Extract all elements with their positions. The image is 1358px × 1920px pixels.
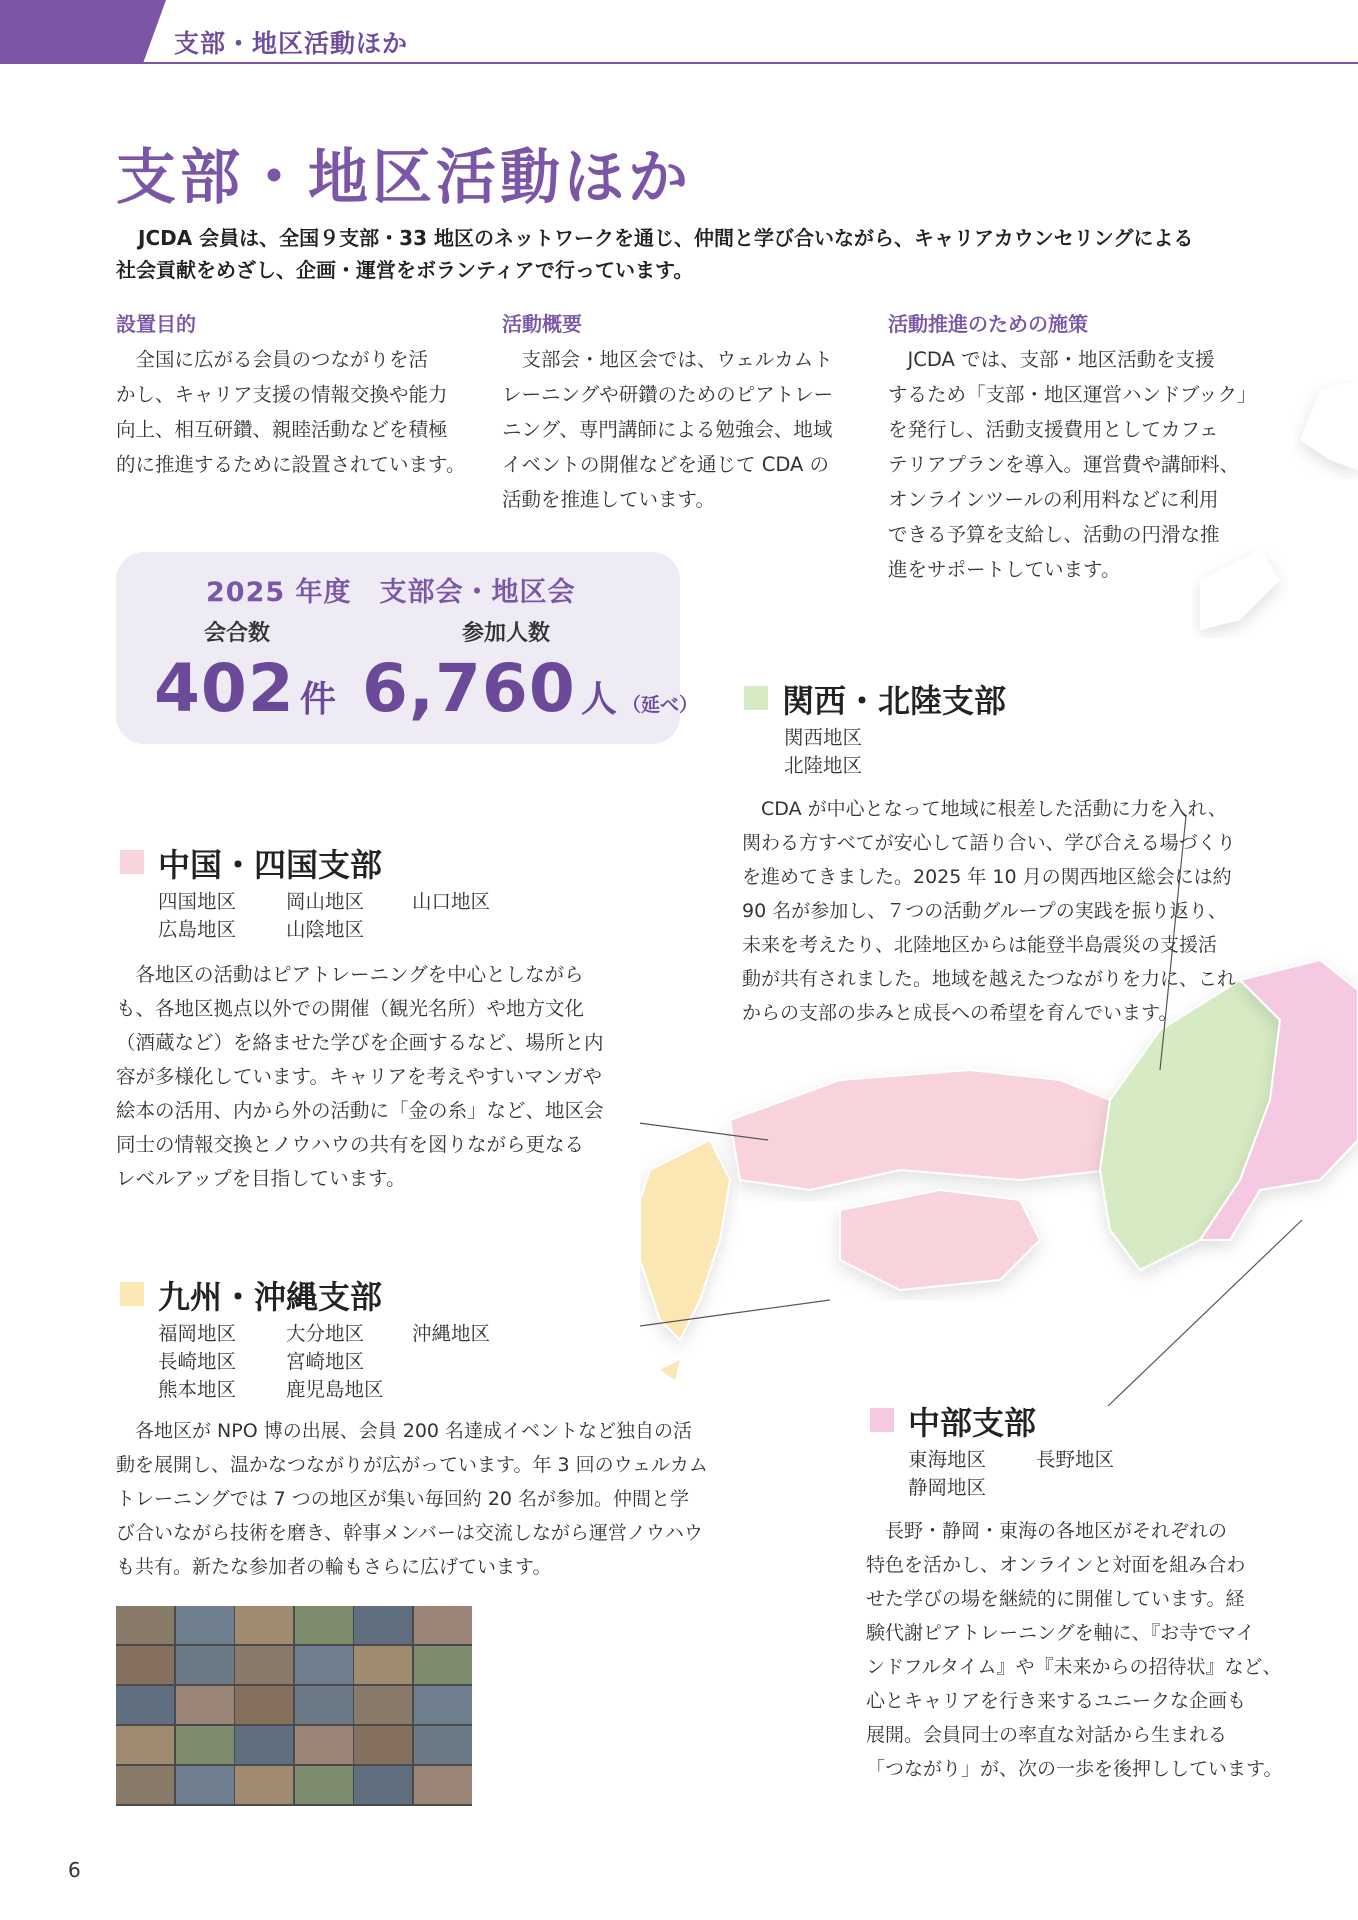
photo-tile — [235, 1606, 293, 1644]
district-kumamoto: 熊本地区 — [158, 1378, 237, 1401]
branch-color-chugoku — [120, 850, 144, 874]
photo-tile — [116, 1686, 174, 1724]
district-nagano: 長野地区 — [1036, 1448, 1115, 1471]
branch-body-chubu: 長野・静岡・東海の各地区がそれぞれの 特色を活かし、オンラインと対面を組み合わ せた学びの場を継続的に開催しています。経 験代謝ピアトレーニングを軸に、『お寺でマイ ンドフルタイム』や『未来からの招待状』など、 心とキャリアを行き来するユニークな企画も 展開。会員同士の率直な対話から生まれる 「つながり」が、次の一歩を後押ししています。 — [866, 1520, 1283, 1780]
district-nagasaki: 長崎地区 — [158, 1350, 237, 1373]
district-shikoku: 四国地区 — [158, 890, 237, 913]
branch-title-chubu: 中部支部 — [908, 1404, 1037, 1442]
intro-line-1: JCDA 会員は、全国９支部・33 地区のネットワークを通じ、仲間と学び合いながら、キャリアカウンセリングによる — [138, 226, 1194, 250]
photo-tile — [176, 1646, 234, 1684]
branch-body-kyushu: 各地区が NPO 博の出展、会員 200 名達成イベントなど独自の活 動を展開し、温かなつながりが広がっています。年 3 回のウェルカム トレーニングでは 7 つの地区が集い毎回約 20 名が参加。仲間と学 び合いながら技術を磨き、幹事メンバーは交流しながら運営ノウハウ も共有。新たな参加者の輪もさらに広げています。 — [116, 1420, 708, 1578]
photo-tile — [295, 1646, 353, 1684]
district-hiroshima: 広島地区 — [158, 918, 237, 941]
stats-meetings-label: 会合数 — [204, 621, 271, 646]
photo-tile — [354, 1686, 412, 1724]
column-body-purpose: 全国に広がる会員のつながりを活 かし、キャリア支援の情報交換や能力 向上、相互研鑽、親睦活動などを積極 的に推進するために設置されています。 — [116, 348, 466, 476]
header-section-label: 支部・地区活動ほか — [174, 29, 409, 58]
district-fukuoka: 福岡地区 — [158, 1322, 237, 1345]
photo-tile — [295, 1766, 353, 1804]
photo-tile — [235, 1646, 293, 1684]
photo-tile — [295, 1726, 353, 1764]
stats-participants — [362, 650, 698, 727]
branch-color-kansai — [744, 686, 768, 710]
column-heading-purpose: 設置目的 — [116, 312, 196, 336]
stats-participants-unit: 人 — [580, 679, 617, 720]
branch-title-kyushu: 九州・沖縄支部 — [158, 1278, 383, 1316]
intro-line-2: 社会貢献をめざし、企画・運営をボランティアで行っています。 — [116, 258, 694, 282]
district-okayama: 岡山地区 — [286, 890, 365, 913]
photo-tile — [176, 1766, 234, 1804]
photo-tile — [295, 1686, 353, 1724]
photo-tile — [116, 1766, 174, 1804]
photo-tile — [235, 1726, 293, 1764]
page-number: 6 — [68, 1858, 81, 1882]
column-body-overview: 支部会・地区会では、ウェルカムト レーニングや研鑽のためのピアトレー ニング、専門講師による勉強会、地域 イベントの開催などを通じて CDA の 活動を推進しています。 — [502, 348, 834, 511]
stats-participants-value: 6,760 — [362, 650, 576, 727]
header-tab — [0, 0, 166, 64]
page-title: 支部・地区活動ほか — [116, 143, 692, 213]
photo-tile — [354, 1766, 412, 1804]
photo-tile — [176, 1606, 234, 1644]
map-region-shikoku — [840, 1190, 1040, 1290]
photo-tile — [116, 1726, 174, 1764]
column-heading-measures: 活動推進のための施策 — [888, 312, 1088, 336]
map-region-north — [1300, 380, 1358, 470]
district-tokai: 東海地区 — [908, 1448, 987, 1471]
branch-title-kansai: 関西・北陸支部 — [782, 682, 1007, 720]
photo-tile — [295, 1606, 353, 1644]
district-yamaguchi: 山口地区 — [412, 890, 491, 913]
photo-tile — [176, 1726, 234, 1764]
photo-tile — [414, 1766, 472, 1804]
stats-heading: 2025 年度 支部会・地区会 — [206, 577, 576, 608]
district-shizuoka: 静岡地区 — [908, 1476, 987, 1499]
photo-tile — [414, 1646, 472, 1684]
photo-tile — [235, 1686, 293, 1724]
district-miyazaki: 宮崎地区 — [286, 1350, 365, 1373]
branch-color-kyushu — [120, 1282, 144, 1306]
photo-tile — [414, 1606, 472, 1644]
branch-body-chugoku: 各地区の活動はピアトレーニングを中心としながら も、各地区拠点以外での開催（観光名所）や地方文化 （酒蔵など）を絡ませた学びを企画するなど、場所と内 容が多様化しています。キャリアを考えやすいマンガや 絵本の活用、内から外の活動に「金の糸」など、地区会 同士の情報交換とノウハウの共有を図りながら更なる レベルアップを目指しています。 — [116, 963, 604, 1190]
photo-tile — [414, 1686, 472, 1724]
stats-participants-note: （延べ） — [621, 694, 698, 716]
branch-color-chubu — [870, 1408, 894, 1432]
header-rule — [140, 62, 1358, 64]
photo-tile — [354, 1726, 412, 1764]
district-kagoshima: 鹿児島地区 — [286, 1378, 384, 1401]
district-okinawa: 沖縄地区 — [412, 1322, 491, 1345]
photo-tile — [235, 1766, 293, 1804]
district-sanin: 山陰地区 — [286, 918, 365, 941]
stats-meetings-unit: 件 — [299, 679, 336, 720]
branch-body-kansai: CDA が中心となって地域に根差した活動に力を入れ、 関わる方すべてが安心して語り合い、学び合える場づくり を進めてきました。2025 年 10 月の関西地区総会には約 90 名が参加し、７つの活動グループの実践を振り返り、 未来を考えたり、北陸地区からは能登半島震災の支援活 動が共有されました。地域を越えたつながりを力に、これ からの支部の歩みと成長への希望を育んでいます。 — [742, 798, 1237, 1024]
photo-tile — [116, 1646, 174, 1684]
map-region-okinawa — [660, 1360, 680, 1380]
stats-meetings-value: 402 — [154, 650, 295, 727]
photo-tile — [354, 1606, 412, 1644]
map-region-kyushu — [640, 1140, 730, 1340]
stats-meetings — [154, 650, 336, 727]
stats-participants-label: 参加人数 — [462, 621, 551, 646]
photo-tile — [176, 1686, 234, 1724]
district-oita: 大分地区 — [286, 1322, 365, 1345]
photo-tile — [116, 1606, 174, 1644]
photo-tile — [354, 1646, 412, 1684]
column-heading-overview: 活動概要 — [502, 312, 582, 336]
branch-title-chugoku: 中国・四国支部 — [158, 846, 383, 884]
district-kansai: 関西地区 — [784, 726, 863, 749]
photo-tile — [414, 1726, 472, 1764]
column-body-measures: JCDA では、支部・地区活動を支援 するため「支部・地区運営ハンドブック」 を発行し、活動支援費用としてカフェ テリアプランを導入。運営費や講師料、 オンラインツールの利用料などに利用 できる予算を支給し、活動の円滑な推 進をサポートしています。 — [888, 348, 1257, 581]
map-region-chugoku — [730, 1070, 1110, 1190]
district-hokuriku: 北陸地区 — [784, 754, 863, 777]
online-meeting-photo — [116, 1606, 472, 1806]
